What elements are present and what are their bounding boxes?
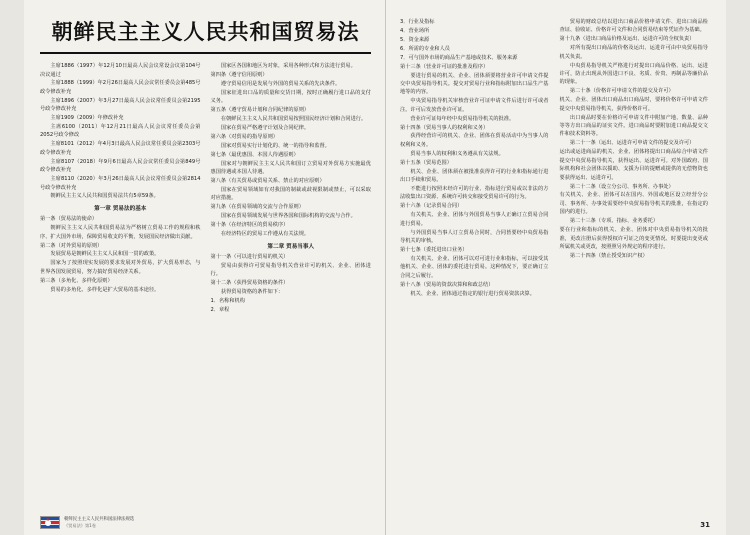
paragraph: 贸易的多角化、多样化是扩大贸易的基本途径。 [50,286,160,293]
paragraph: 国家在贸易严格遵守计划及合同纪律。 [220,125,310,132]
paragraph: 国家征进出口品的质量和交货日期，按时正确履行进口品的支付义务。 [210,89,371,105]
paragraph: 国家对贸易实行计划化的、统一的指导和监督。 [220,142,330,149]
paragraph: 营业许可证每年经中央贸易指导机关的批准。 [410,115,515,122]
paragraph: 朝鲜民主主义人民共和国贸易法为严格树立贸易工作的规程和秩序、扩大国外市场，保障贸易收支的平衡，发展国民经济做出贡献。 [40,225,201,240]
list-item: 6．所需的专业和人员 [400,45,450,52]
article-heading: 第一条（贸易法的使命） [40,216,98,223]
article-heading: 第三条（多角化、多样化原则） [40,277,113,284]
paragraph: 国家在贸易领域如有对我国的制裁或歧视限制或禁止，可以采取对应措施。 [210,187,371,202]
list-item: 5．资金来源 [400,36,430,43]
article-heading: 第二条（对外贸易的原则） [40,242,103,249]
article-heading: 第六条（对贸易的指导原则） [210,133,278,140]
article-heading: 第十八条（贸易的资款决算和和政总结） [400,281,494,288]
article-heading: 第十七条（委托进出口业务） [400,246,468,253]
paragraph: 国家区各国和地区为对象，采用各种形式和方法进行贸易。 [220,63,356,70]
footer-line-2: 《贸易法》第1卷 [64,522,96,528]
paragraph: 第二十二条（设立分公司、事务所、办事处） [569,183,674,190]
dprk-flag-icon [40,516,60,529]
paragraph: 主席1909（2009）年修改补充 [50,115,124,122]
article-heading: 机关、企业、团体出口商品出口商品时，要将价格许可申请文件提交中央贸易指导机关，获得价格许可。 [559,97,708,112]
article-heading: 第十三条（营业许可证的批准及程序） [400,63,489,70]
chapter-heading: 第二章 贸易当事人 [267,243,315,250]
footer-line-1: 朝鲜民主主义人民共和国法律法规选 [64,517,135,523]
list-item: 7．可与国外市场的商品生产基地或技术、服务来源 [400,54,518,61]
paragraph: 有关机关、企业、团体可以对可进行业和指标，可以接受其他机关、企业、团体的委托进行贸易。这种情况下，要正确订立合同之后履行。 [400,255,549,279]
paragraph: 贸易当事人的权利和义务遵从有关法规。 [410,150,504,157]
right-column-2 [560,18,709,299]
article-heading: 要在行业和指标的机关、企业、团体对中央贸易指导机关的批准，更改注册后获得授权许可证之的变更情况、时要提出变更或所属机关或更改，按照照另外规定的程序进行。 [559,227,708,250]
paragraph: 主席1888（1999）年2月26日最高人民会议常任委员会第485号政令修改补充 [40,80,201,95]
article-heading: 第十二条（获得贸易资格的条件） [210,280,289,287]
list-item: 4．营业场所 [400,27,430,34]
article-heading: 第十条（在经济特区的贸易秩序） [210,222,289,229]
paragraph: 主席6100（2011）年12月21日最高人民会议常任委员会第2052号政令修改 [40,124,201,139]
paragraph: 第二十条（价格许可申请文件的提交及许可） [569,88,674,95]
paragraph: 出口商品时要在价格许可申请文件中附加产地、数量、品种等等方出口商品的证实文件。进口商品时要附加进口商品提交文件和技术资料等。 [559,114,708,138]
right-page [386,0,726,535]
paragraph: 机关、企业、团体通过指定的银行进行贸易资款决算。 [410,290,535,297]
article-heading: 第十四条（贸易当事人的权利和义务） [400,124,489,131]
page-title: 朝鲜民主主义人民共和国贸易法 [51,19,360,44]
list-item: 1．名称和机构 [210,298,245,305]
paragraph: 中央贸易指导机关严格进行对提出口商品价格、运出、运进许可，防止出现从外国进口不良、劣质、价贵、再制品等廉价品的现象。 [559,62,708,86]
paragraph: 贸易由获得许可贸易指导机关营业许可的机关、企业、团体进行。 [210,262,371,278]
paragraph: 主席8107（2018）年9月6日最高人民会议常任委员会第849号政令修改补充 [40,158,201,174]
chapter-heading: 第一章 贸易法的基本 [94,205,147,212]
article-heading: 第九条（在贸易领域的交流与合作原则） [210,204,304,211]
paragraph: 遵守贸易信用是发展与外国的贸易关系的先决条件。 [220,80,341,87]
paragraph: 在朝鲜民主主义人民共和国贸易按照国民经济计划和合同进行。 [220,116,367,123]
page-number: 31 [700,521,710,529]
article-heading: 第七条（最优惠国、本国人待遇原则） [210,151,299,158]
paragraph: 与外国贸易当事人订立贸易合同时，合同皆要经中央贸易指导机关的审核。 [400,229,549,245]
footer-text [64,517,134,528]
paragraph: 主席1886（1997）年12月10日最高人民会议常设会议第104号决议通过 [40,63,201,78]
page-footer [40,516,134,529]
paragraph: 第二十四条（禁止授受知识产权） [569,252,648,259]
article-heading: 有关机关、企业、团体可以在国内、外国或地区设立经营分公司、事务所、办事处需要经中央贸易指导机关的批准，在指定的国内的进行。 [559,192,708,216]
left-page-columns [40,62,371,315]
paragraph: 不能进行按照未经许可的行业、指标进行贸易或以非法的方法收集出口资源、系统许可转交和接受贸易许可的行为。 [400,186,549,201]
paragraph: 要进行贸易的机关、企业、团体须要将营业许可申请文件提交中央贸易指导机关。提交对贸易行业和指标附加出口品生产基地等的内容。 [400,72,549,96]
article-heading: 第八条（有关贸易或贸易关系、禁止的对应原则） [210,178,325,185]
paragraph: 主席8101（2012）年4月3日最高人民会议常任委员会第2303号政令修改补充 [40,141,201,156]
paragraph: 朝鲜民主主义人民共和国贸易法共有5章59条。 [50,193,159,200]
article-heading: 第十六条（记录贸易合同） [400,203,463,210]
paragraph: 第二十一条（运出、运进许可申请文件的提交及许可） [569,140,695,147]
paragraph: 主席1896（2007）年3月27日最高人民会议常任委员会第2195号政令修改补充 [40,97,201,113]
paragraph: 对所有提出口商品的价格及运出、运进许可由中央贸易指导机关负责。 [559,45,708,60]
paragraph: 在经济特区的贸易工作遵从有关法规。 [220,231,310,238]
list-item: 3．行业及指标 [400,19,435,25]
article-heading: 第十一条（可以进行贸易的机关） [210,253,289,260]
paragraph: 有关机关、企业、团体与外国贸易当事人正确订立贸易合同进行贸易。 [400,212,549,227]
article-heading: 第四条（遵守信用原则） [210,72,268,79]
paragraph: 获得贸易资格的条件如下： [220,289,284,296]
left-column-2 [211,62,372,315]
left-page [24,0,386,535]
article-heading: 第十五条（贸易范围） [400,159,452,166]
paragraph: 主席8110（2020）年3月26日最高人民会议常任委员会第2814号政令修改补充 [40,176,201,191]
paragraph: 国家在贸易领域发展与世界各国和国际机构的交流与合作。 [220,213,356,220]
paragraph: 国家为了按照现实发展的要求发展对外贸易，扩大贸易形态，与世界各国发展贸易，努力搞好贸易经济关系。 [40,260,201,275]
list-item: 2．章程 [210,306,230,313]
paragraph: 获得经营许可的机关、企业、团体在贸易活动中为当事人的权利和义务。 [400,133,549,148]
paragraph: 机关、企业、团体须在被批准获得许可的行业和指标通行进出口手续和贸易。 [400,168,549,184]
article-heading: 运出或运进商品的机关、企业、团体将提出口商品综合申请文件提交中央贸易指导机关，获得运出、运进许可。对外国政府、国际机构和社会团体以援助、支援为目的提赠或提供的无偿物资也要获得运出、运进许可。 [559,149,708,181]
right-page-columns [400,18,708,299]
paragraph: 贸易的财政总结以进出口商品价格申请文件、进出口商品检查证、验收证、价格许可文件和合同贸易结束等凭证作为基础。 [559,19,708,34]
left-column-1 [40,62,201,315]
right-column-1 [400,18,549,299]
paragraph: 中央贸易指导机关审核营业许可证申请文件后进行许可或者注。许可后发放营业许可证。 [400,98,549,113]
paragraph: 第二十三条（专项、指标、业务委托） [569,218,659,225]
article-heading: 第十九条（进出口商品价格及运出、运进许可的全权负责） [559,36,695,43]
paragraph: 国家对与朝鲜民主主义人民共和国订立贸易对外贸易方实施最优惠国待遇或本国人待遇。 [210,160,371,176]
article-heading: 第五条（遵守贸易计划和合同纪律的原则） [210,107,310,114]
title-rule [40,52,371,54]
paragraph: 发展贸易是朝鲜民主主义人民和国一贯的政策。 [50,251,160,258]
